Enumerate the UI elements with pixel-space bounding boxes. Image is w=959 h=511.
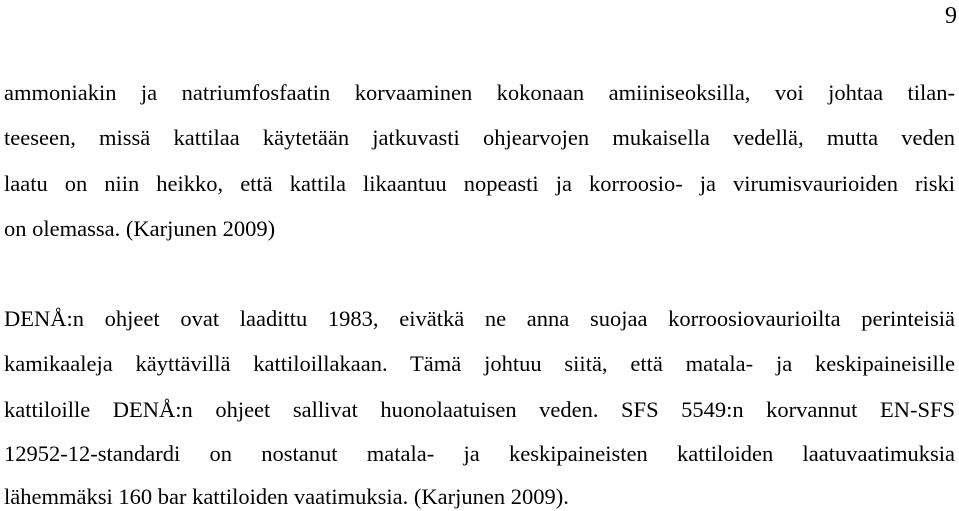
paragraph-line: on olemassa. (Karjunen 2009): [4, 216, 276, 241]
paragraph-line: kamikaaleja käyttävillä kattiloillakaan. Tämä johtuu siitä, että matala- ja keskipaineisille: [4, 351, 955, 376]
paragraph-line: lähemmäksi 160 bar kattiloiden vaatimuksia. (Karjunen 2009).: [4, 484, 569, 509]
paragraph-line: DENÅ:n ohjeet ovat laadittu 1983, eivätkä ne anna suojaa korroosiovaurioilta perinteisiä: [4, 306, 955, 331]
paragraph-line: kattiloille DENÅ:n ohjeet sallivat huonolaatuisen veden. SFS 5549:n korvannut EN-SFS: [4, 397, 955, 422]
paragraph-line: 12952-12-standardi on nostanut matala- ja keskipaineisten kattiloiden laatuvaatimuksia: [4, 441, 955, 466]
paragraph-line: teeseen, missä kattilaa käytetään jatkuvasti ohjearvojen mukaisella vedellä, mutta veden: [4, 125, 955, 150]
page-number: 9: [945, 3, 957, 29]
paragraph-line: ammoniakin ja natriumfosfaatin korvaaminen kokonaan amiiniseoksilla, voi johtaa tilan-: [4, 80, 955, 105]
paragraph-line: laatu on niin heikko, että kattila likaantuu nopeasti ja korroosio- ja virumisvaurioiden riski: [4, 171, 955, 196]
